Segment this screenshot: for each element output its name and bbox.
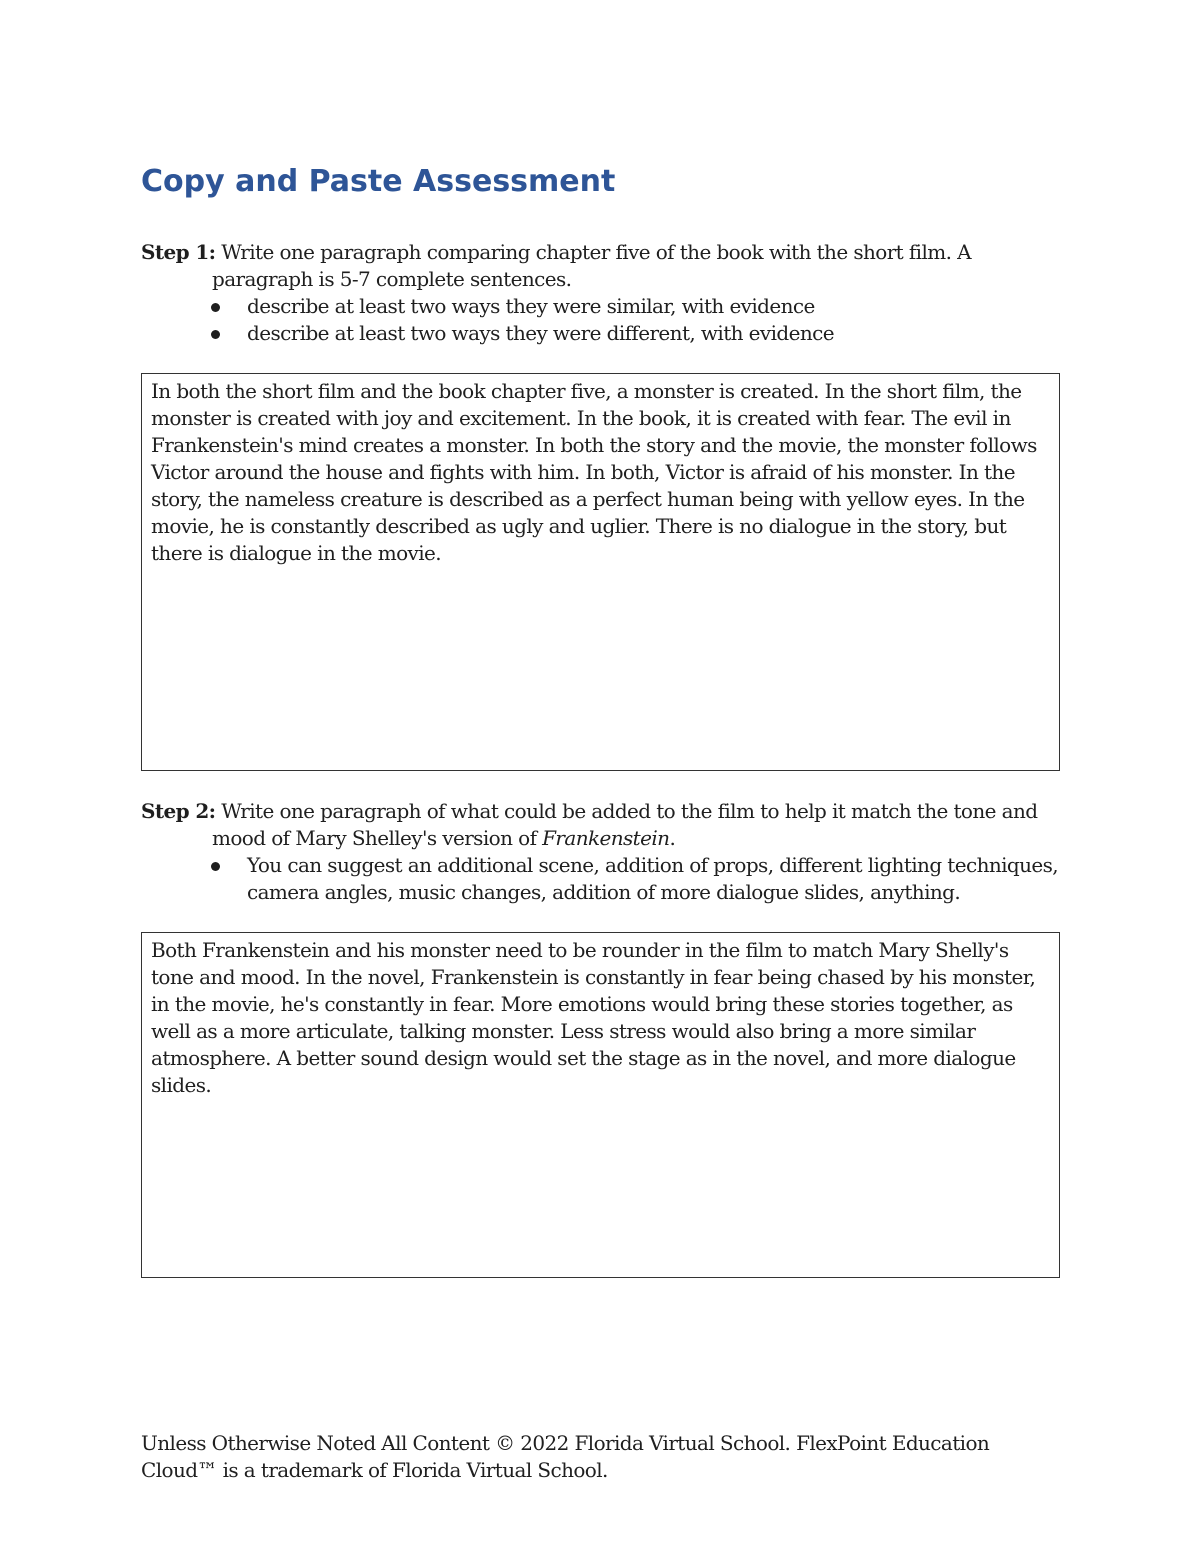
bullet-icon <box>211 303 220 312</box>
step-2-prompt <box>141 798 1066 852</box>
bullet-icon <box>211 330 220 339</box>
bullet-text: describe at least two ways they were different, with evidence <box>247 321 834 345</box>
step-1-answer-box[interactable] <box>141 373 1060 771</box>
bullet-text: describe at least two ways they were similar, with evidence <box>247 294 815 318</box>
page-title: Copy and Paste Assessment <box>141 164 616 199</box>
step-1-prompt <box>141 239 1066 293</box>
bullet-icon <box>211 862 220 871</box>
step-1-instructions <box>141 239 1066 347</box>
book-title-italic: Frankenstein <box>542 826 670 850</box>
step-1-label: Step 1: <box>141 240 216 264</box>
step-1-bullet-list <box>141 293 1066 347</box>
step-2-answer-text: Both Frankenstein and his monster need to be rounder in the film to match Mary Shelly's tone and mood. In the novel, Frankenstein is constantly in fear being chased by his monster, in the movie, he's constantly in fear. More emotions would bring these stories together, as well as a more articulate, talking monster. Less stress would also bring a more similar atmosphere. A better sound design would set the stage as in the novel, and more dialogue slides. <box>151 938 1036 1097</box>
step-1-prompt-text: Write one paragraph comparing chapter five of the book with the short film. A paragraph is 5-7 complete sentences. <box>212 240 971 291</box>
step-2-answer-box[interactable] <box>141 932 1060 1278</box>
list-item <box>247 852 1066 906</box>
step-2-instructions <box>141 798 1066 906</box>
list-item <box>247 293 1066 320</box>
step-2-bullet-list <box>141 852 1066 906</box>
list-item <box>247 320 1066 347</box>
step-2-prompt-end: . <box>669 826 676 850</box>
copyright-footer: Unless Otherwise Noted All Content © 2022 Florida Virtual School. FlexPoint Education Cloud™ is a trademark of Florida Virtual School. <box>141 1431 990 1482</box>
bullet-text: You can suggest an additional scene, addition of props, different lighting techniques, camera angles, music changes, addition of more dialogue slides, anything. <box>247 853 1059 904</box>
step-2-label: Step 2: <box>141 799 216 823</box>
step-2-prompt-text: Write one paragraph of what could be added to the film to help it match the tone and mood of Mary Shelley's version of <box>212 799 1038 850</box>
step-1-answer-text: In both the short film and the book chapter five, a monster is created. In the short film, the monster is created with joy and excitement. In the book, it is created with fear. The evil in Frankenstein's mind creates a monster. In both the story and the movie, the monster follows Victor around the house and fights with him. In both, Victor is afraid of his monster. In the story, the nameless creature is described as a perfect human being with yellow eyes. In the movie, he is constantly described as ugly and uglier. There is no dialogue in the story, but there is dialogue in the movie. <box>151 379 1037 565</box>
